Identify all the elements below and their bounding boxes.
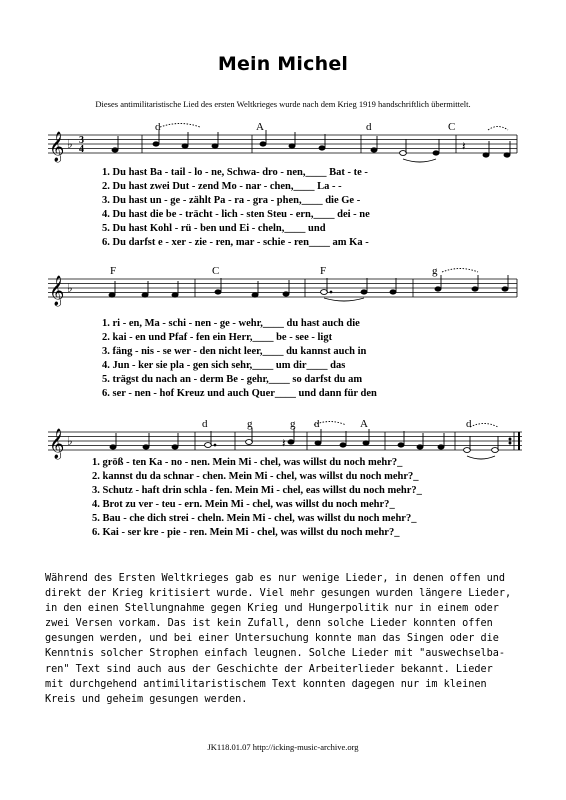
verse-line: 2. Du hast zwei Dut - zend Mo - nar - chen,____ La - - — [102, 181, 342, 192]
verse-line: 3. Du hast un - ge - zählt Pa - ra - gra - phen,____ die Ge - — [102, 195, 361, 206]
chord-label: g — [247, 418, 253, 430]
svg-text:𝄞: 𝄞 — [49, 429, 65, 459]
svg-text:♭: ♭ — [67, 434, 73, 448]
verse-line: 3. fäng - nis - se wer - den nicht leer,____ du kannst auch in — [102, 346, 367, 357]
verse-line: 4. Brot zu ver - teu - ern. Mein Mi - chel, was willst du noch mehr?_ — [92, 499, 395, 510]
svg-text:♭: ♭ — [67, 137, 73, 151]
chord-label: g — [290, 418, 296, 430]
verse-line: 3. Schutz - haft drin schla - fen. Mein Mi - chel, eas willst du noch mehr?_ — [92, 485, 422, 496]
music-staff-1 — [0, 118, 566, 168]
footer-source: JK118.01.07 http://icking-music-archive.org — [207, 742, 359, 752]
quarter-rest-icon: 𝄽 — [282, 436, 286, 450]
chord-label: C — [448, 121, 456, 133]
intro-note: Dieses antimilitaristische Lied des ersten Weltkrieges wurde nach dem Krieg 1919 handschriftlich übermittelt. — [95, 99, 471, 109]
svg-text:𝄞: 𝄞 — [49, 132, 65, 162]
chord-label: F — [110, 265, 117, 277]
chord-label: d — [314, 418, 320, 430]
verse-line: 5. Bau - che dich strei - cheln. Mein Mi - chel, was willst du noch mehr?_ — [92, 513, 417, 524]
svg-text:𝄞: 𝄞 — [49, 276, 65, 306]
chord-label: A — [360, 418, 368, 430]
verse-line: 1. größ - ten Ka - no - nen. Mein Mi - chel, was willst du noch mehr?_ — [92, 457, 403, 468]
chord-label: C — [212, 265, 220, 277]
chord-label: d — [202, 418, 208, 430]
song-title: Mein Michel — [217, 53, 349, 75]
treble-clef-icon — [49, 131, 64, 163]
verse-line: 1. ri - en, Ma - schi - nen - ge - wehr,____ du hast auch die — [102, 318, 360, 329]
verse-line: 6. ser - nen - hof Kreuz und auch Quer____ und dann für den — [102, 388, 377, 399]
chord-label: F — [320, 265, 327, 277]
time-signature-top: 3 — [79, 135, 84, 146]
treble-clef-icon — [49, 428, 64, 460]
verse-line: 4. Jun - ker sie pla - gen sich sehr,____ um dir____ das — [102, 360, 346, 371]
verse-line: 5. trägst du nach an - derm Be - gehr,____ so darfst du am — [102, 374, 363, 385]
chord-label: d — [155, 121, 161, 133]
chord-label: g — [432, 265, 438, 277]
verse-line: 1. Du hast Ba - tail - lo - ne, Schwa- dro - nen,____ Bat - te - — [102, 167, 368, 178]
verse-line: 5. Du hast Kohl - rü - ben und Ei - cheln,____ und — [102, 223, 326, 234]
time-signature-bottom: 4 — [79, 144, 84, 155]
verse-line: 4. Du hast die be - trächt - lich - sten Steu - ern,____ dei - ne — [102, 209, 370, 220]
music-staff-2 — [0, 262, 566, 312]
commentary-paragraph: Während des Ersten Weltkrieges gab es nur wenige Lieder, in denen offen und direkt der Krieg kritisiert wurde. Viel mehr gesungen wurden längere Lieder, in den einen Stellungnahme gegen Krieg und Hungerpolitik nur in einem oder zwei Versen vorkam. Das ist kein Zufall, denn solche Lieder konnten offen gesungen werden, und bei einer Untersuchung konnte man das Singen oder die Kenntnis solcher Strophen einfach leugnen. Solche Lieder mit "auswechselba- ren" Text sind auch aus der Geschichte der Arbeiterlieder bekannt. Lieder mit durchgehend antimilitaristischem Text konnten dagegen nur im kleinen Kreis und geheim gesungen werden. — [45, 573, 512, 705]
treble-clef-icon — [49, 275, 64, 307]
chord-label: A — [256, 121, 264, 133]
chord-label: d — [466, 418, 472, 430]
quarter-rest-icon: 𝄽 — [462, 139, 466, 153]
svg-text:♭: ♭ — [67, 281, 73, 295]
verse-line: 6. Kai - ser kre - pie - ren. Mein Mi - chel, was willst du noch mehr?_ — [92, 527, 400, 538]
verse-line: 2. kai - en und Pfaf - fen ein Herr,____ be - see - ligt — [102, 332, 333, 343]
verse-line: 2. kannst du da schnar - chen. Mein Mi - chel, was willst du noch mehr?_ — [92, 471, 419, 482]
chord-label: d — [366, 121, 372, 133]
verse-line: 6. Du darfst e - xer - zie - ren, mar - schie - ren____ am Ka - — [102, 237, 369, 248]
